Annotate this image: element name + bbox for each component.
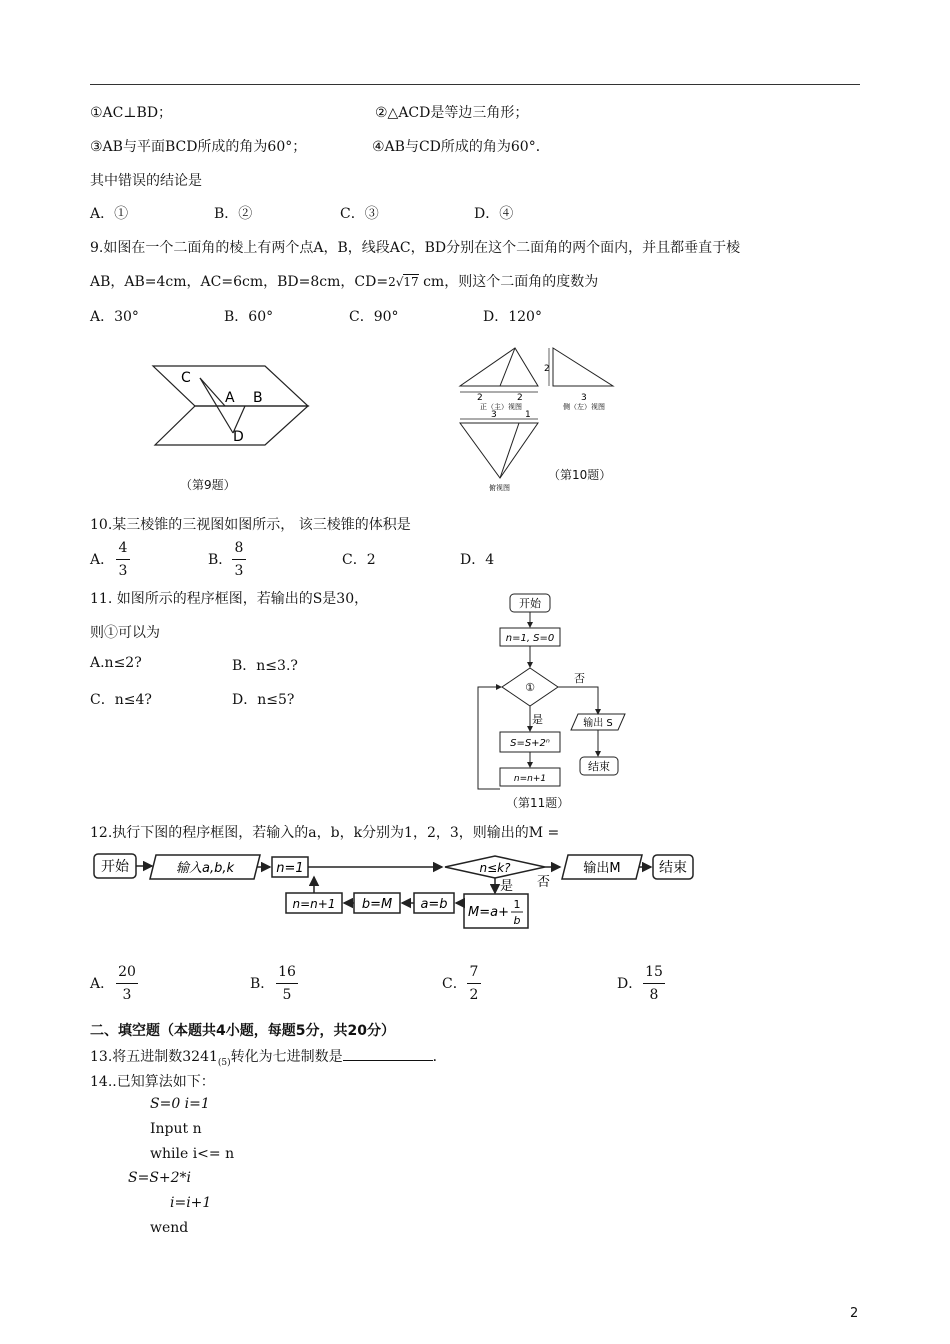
q14-code-line-5: i=i+1 (170, 1195, 212, 1211)
q10-side-dim-width: 3 (581, 393, 587, 403)
q12-choice-b-fraction (276, 962, 298, 1005)
q14-code-line-6: wend (150, 1220, 189, 1236)
q13-before: 13.将五进制数3241 (90, 1049, 218, 1065)
q10-side-caption: 侧（左）视图 (563, 403, 605, 411)
q10-choice-a-num: 4 (118, 540, 128, 556)
q14-code-line-3: while i<= n (150, 1146, 235, 1162)
q10-top-dim-right: 1 (525, 410, 531, 420)
q9-stem-line2 (90, 271, 598, 291)
q9-sqrt-sign: √ (395, 275, 404, 289)
fraction-bar (116, 983, 138, 984)
q10-choice-d: D．4 (460, 552, 495, 568)
q8-option-2: ②△ACD是等边三角形； (375, 105, 529, 121)
q10-front-dim-left: 2 (477, 393, 483, 403)
q9-segment-ac (200, 378, 225, 406)
q10-side-dim-height: 2 (544, 364, 550, 374)
q12-choice-d-fraction (643, 962, 665, 1005)
page-number: 2 (850, 1306, 859, 1321)
q9-stem-part-a: AB，AB=4cm，AC=6cm，BD=8cm，CD= (90, 274, 389, 290)
q10-choice-a-label: A． (90, 552, 115, 568)
q12-flowchart (90, 850, 700, 935)
q9-label-c: C (181, 370, 191, 386)
q11-condition-text: ① (525, 681, 535, 694)
q12-choice-a-label: A． (90, 976, 115, 992)
q9-sqrt-coef: 2 (388, 275, 396, 289)
q12-choice-d-label: D． (617, 976, 643, 992)
q9-stem-part-b: cm，则这个二面角的度数为 (423, 274, 599, 290)
q12-choice-b-den: 5 (282, 987, 292, 1003)
q9-caption: （第9题） (180, 478, 236, 492)
q10-top-view (460, 423, 538, 478)
q13-answer-blank[interactable] (343, 1046, 433, 1061)
q10-top-dim-left: 3 (491, 410, 497, 420)
q9-lower-plane (155, 406, 308, 445)
q11-choice-c: C．n≤4? (90, 692, 152, 708)
section-heading: 二、填空题（本题共4小题，每题5分，共20分） (90, 1023, 395, 1039)
q12-assign-n-text: n=n+1 (292, 897, 336, 911)
q10-choice-b-den: 3 (234, 563, 244, 579)
q10-caption: （第10题） (548, 468, 612, 482)
q12-no-label: 否 (537, 875, 551, 890)
q9-choice-a: A．30° (90, 309, 139, 325)
q12-choice-c-fraction (467, 962, 481, 1005)
q11-stem-line1: 11. 如图所示的程序框图，若输出的S是30， (90, 591, 369, 607)
q10-stem: 10.某三棱锥的三视图如图所示， 该三棱锥的体积是 (90, 517, 411, 533)
fraction-bar (467, 983, 481, 984)
q11-no-label: 否 (574, 672, 585, 685)
q8-option-3: ③AB与平面BCD所成的角为60°； (90, 139, 307, 155)
fraction-bar (643, 983, 665, 984)
q11-choice-a: A.n≤2? (90, 655, 142, 671)
q11-step2-text: n=n+1 (513, 774, 547, 784)
q12-end-text: 结束 (659, 860, 687, 876)
q9-choice-c: C．90° (349, 309, 399, 325)
q10-choice-b-fraction (232, 538, 246, 581)
q12-choice-c-num: 7 (469, 964, 479, 980)
q13-end: ． (432, 1049, 447, 1065)
q11-stem-line2: 则①可以为 (90, 625, 160, 641)
q8-choice-d: D．④ (474, 206, 514, 222)
q11-start-text: 开始 (519, 597, 541, 610)
q10-front-caption: 正（主）视图 (480, 403, 522, 411)
q14-code-line-1: S=0 i=1 (150, 1096, 210, 1112)
q10-choice-a-fraction (116, 538, 130, 581)
q14-stem: 14..已知算法如下： (90, 1074, 215, 1090)
q10-choice-a-den: 3 (118, 563, 128, 579)
q13-base-subscript: (5) (217, 1057, 231, 1068)
fraction-bar (232, 559, 246, 560)
q9-label-a: A (225, 390, 235, 406)
q12-choice-a-fraction (116, 962, 138, 1005)
q10-front-dim-right: 2 (517, 393, 523, 403)
q12-condition-text: n≤k? (479, 861, 511, 875)
q10-side-view (553, 348, 613, 386)
q12-choice-c-label: C． (442, 976, 467, 992)
header-rule (90, 84, 860, 85)
q8-choice-c: C．③ (340, 206, 379, 222)
q12-choice-b-label: B． (250, 976, 275, 992)
q12-choice-b-num: 16 (278, 964, 296, 980)
q11-end-text: 结束 (588, 760, 610, 773)
q12-assign-a-text: a=b (420, 897, 448, 912)
q10-top-inner-line (500, 423, 519, 478)
q12-choice-a-num: 20 (118, 964, 136, 980)
q11-yes-label: 是 (532, 713, 543, 726)
q11-output-text: 输出 S (583, 718, 613, 729)
q8-choice-a: A．① (90, 206, 129, 222)
q12-assign-m-den: b (513, 914, 521, 927)
q9-dihedral-figure (145, 358, 315, 453)
q12-assign-b-text: b=M (361, 897, 393, 912)
q11-step1-text: S=S+2ⁿ (510, 738, 550, 749)
q11-choice-d: D．n≤5? (232, 692, 295, 708)
q10-choice-b-num: 8 (234, 540, 244, 556)
q12-assign-m-num: 1 (513, 898, 521, 911)
q12-output-text: 输出M (583, 861, 621, 876)
q12-choice-d-den: 8 (649, 987, 659, 1003)
q9-label-d: D (233, 429, 244, 445)
q13-after: 转化为七进制数是 (230, 1049, 343, 1065)
q14-code-line-4: S=S+2*i (128, 1170, 192, 1186)
q8-option-1: ①AC⊥BD； (90, 105, 173, 121)
q12-input-text: 输入a,b,k (175, 861, 235, 876)
q9-choice-d: D．120° (483, 309, 542, 325)
q12-choice-d-num: 15 (645, 964, 663, 980)
q12-init-text: n=1 (276, 861, 304, 876)
q9-sqrt-arg: 17 (403, 275, 419, 289)
q11-init-text: n=1, S=0 (505, 633, 555, 644)
q12-choice-a-den: 3 (122, 987, 132, 1003)
q11-loop-back (478, 687, 501, 789)
q10-choice-b-label: B． (208, 552, 233, 568)
q11-caption: （第11题） (506, 796, 570, 810)
q12-start-text: 开始 (101, 859, 129, 875)
q10-choice-c: C．2 (342, 552, 376, 568)
q9-stem-line1: 9.如图在一个二面角的棱上有两个点A，B，线段AC，BD分别在这个二面角的两个面内，并且都垂直于棱 (90, 240, 741, 256)
q14-code-line-2: Input n (150, 1121, 202, 1137)
q13-stem (90, 1046, 447, 1068)
q8-prompt: 其中错误的结论是 (90, 173, 202, 189)
q9-label-b: B (253, 390, 263, 406)
q11-choice-b: B．n≤3.? (232, 658, 298, 674)
q8-option-4: ④AB与CD所成的角为60°． (372, 139, 550, 155)
q11-flowchart (470, 590, 640, 795)
q12-yes-label: 是 (500, 879, 514, 894)
q10-front-view (460, 348, 538, 386)
q11-no-branch (558, 687, 598, 714)
fraction-bar (276, 983, 298, 984)
q10-top-caption: 俯视图 (489, 484, 510, 492)
q8-choice-b: B．② (214, 206, 253, 222)
q9-choice-b: B．60° (224, 309, 274, 325)
fraction-bar (116, 559, 130, 560)
q12-stem: 12.执行下图的程序框图，若输入的a，b，k分别为1，2，3，则输出的M = (90, 825, 560, 841)
q12-choice-c-den: 2 (469, 987, 479, 1003)
q12-assign-m-left: M=a+ (468, 905, 509, 920)
